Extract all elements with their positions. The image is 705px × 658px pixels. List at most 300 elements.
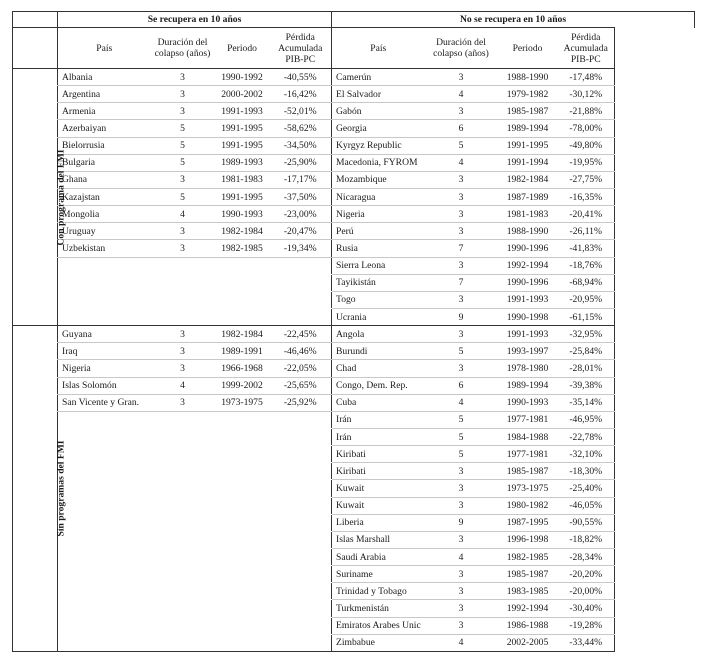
table-row — [13, 154, 695, 171]
left-country-cell: Bielorrusia — [58, 137, 151, 154]
left-duration-cell: 5 — [151, 137, 215, 154]
empty-cell — [270, 531, 332, 548]
right-duration-cell: 3 — [425, 326, 498, 343]
empty-cell — [58, 634, 151, 651]
table-row — [13, 428, 695, 445]
left-loss-cell: -34,50% — [270, 137, 332, 154]
left-period-cell: 1982-1984 — [215, 326, 270, 343]
group-header-row — [13, 12, 695, 28]
left-duration-cell: 3 — [151, 103, 215, 120]
empty-cell — [270, 634, 332, 651]
table-row — [13, 257, 695, 274]
empty-cell — [215, 428, 270, 445]
right-period-cell: 1986-1988 — [498, 617, 558, 634]
right-period-cell: 1991-1993 — [498, 326, 558, 343]
empty-cell — [215, 291, 270, 308]
table-body — [13, 69, 695, 652]
right-period-cell: 1996-1998 — [498, 531, 558, 548]
left-duration-cell: 5 — [151, 120, 215, 137]
group-recovers-header: Se recupera en 10 años — [58, 12, 332, 28]
left-country-cell: Uzbekistan — [58, 240, 151, 257]
empty-cell — [215, 257, 270, 274]
right-loss-cell: -68,94% — [558, 274, 615, 291]
table-row — [13, 69, 695, 86]
right-country-cell: Nicaragua — [332, 188, 425, 205]
right-loss-cell: -41,83% — [558, 240, 615, 257]
table-row — [13, 120, 695, 137]
empty-cell — [215, 617, 270, 634]
right-duration-cell: 3 — [425, 360, 498, 377]
empty-cell — [58, 291, 151, 308]
right-loss-cell: -32,95% — [558, 326, 615, 343]
empty-cell — [215, 308, 270, 325]
right-period-cell: 1993-1997 — [498, 343, 558, 360]
left-country-cell: Albania — [58, 69, 151, 86]
corner-cell — [13, 28, 58, 69]
empty-cell — [151, 514, 215, 531]
left-duration-cell: 3 — [151, 240, 215, 257]
table-row — [13, 548, 695, 565]
right-country-cell: Camerún — [332, 69, 425, 86]
left-period-cell: 1982-1985 — [215, 240, 270, 257]
right-country-cell: Congo, Dem. Rep. — [332, 377, 425, 394]
empty-cell — [58, 617, 151, 634]
left-duration-cell: 4 — [151, 377, 215, 394]
right-duration-cell: 3 — [425, 223, 498, 240]
right-duration-cell: 7 — [425, 274, 498, 291]
table-row — [13, 480, 695, 497]
table-row — [13, 446, 695, 463]
right-duration-cell: 3 — [425, 188, 498, 205]
table-row — [13, 634, 695, 651]
right-period-cell: 1983-1985 — [498, 583, 558, 600]
right-loss-cell: -28,34% — [558, 548, 615, 565]
right-duration-cell: 3 — [425, 206, 498, 223]
empty-cell — [215, 463, 270, 480]
empty-cell — [215, 497, 270, 514]
empty-cell — [215, 600, 270, 617]
right-country-cell: El Salvador — [332, 86, 425, 103]
right-duration-cell: 4 — [425, 394, 498, 411]
empty-cell — [151, 463, 215, 480]
right-loss-cell: -25,84% — [558, 343, 615, 360]
right-duration-cell: 4 — [425, 634, 498, 651]
left-loss-cell: -22,05% — [270, 360, 332, 377]
right-duration-cell: 4 — [425, 86, 498, 103]
right-period-cell: 1991-1993 — [498, 291, 558, 308]
left-country-cell: Kazajstan — [58, 188, 151, 205]
left-duration-cell: 3 — [151, 343, 215, 360]
empty-cell — [58, 600, 151, 617]
right-country-cell: Burundi — [332, 343, 425, 360]
left-loss-cell: -25,90% — [270, 154, 332, 171]
right-country-cell: Togo — [332, 291, 425, 308]
empty-cell — [270, 257, 332, 274]
col-duration-header — [425, 28, 498, 69]
empty-cell — [270, 428, 332, 445]
right-country-cell: Trinidad y Tobago — [332, 583, 425, 600]
left-duration-cell: 3 — [151, 394, 215, 411]
empty-cell — [151, 274, 215, 291]
right-loss-cell: -30,40% — [558, 600, 615, 617]
table-row — [13, 514, 695, 531]
left-country-cell: Mongolia — [58, 206, 151, 223]
right-loss-cell: -20,20% — [558, 566, 615, 583]
left-period-cell: 1989-1993 — [215, 154, 270, 171]
left-loss-cell: -20,47% — [270, 223, 332, 240]
group-not-recover-header: No se recupera en 10 años — [332, 12, 695, 28]
right-loss-cell: -26,11% — [558, 223, 615, 240]
right-period-cell: 1988-1990 — [498, 69, 558, 86]
right-country-cell: Tayikistán — [332, 274, 425, 291]
right-period-cell: 1980-1982 — [498, 497, 558, 514]
empty-cell — [215, 634, 270, 651]
left-duration-cell: 5 — [151, 154, 215, 171]
right-loss-cell: -17,48% — [558, 69, 615, 86]
left-country-cell: Uruguay — [58, 223, 151, 240]
col-loss-label: Pérdida Acumulada PIB-PC — [278, 31, 323, 65]
right-period-cell: 1985-1987 — [498, 103, 558, 120]
collapse-table-figure — [12, 11, 694, 652]
left-loss-cell: -22,45% — [270, 326, 332, 343]
empty-cell — [215, 566, 270, 583]
right-country-cell: Chad — [332, 360, 425, 377]
right-duration-cell: 3 — [425, 497, 498, 514]
empty-cell — [151, 257, 215, 274]
right-loss-cell: -27,75% — [558, 171, 615, 188]
right-country-cell: Turkmenistán — [332, 600, 425, 617]
column-header-row — [13, 28, 695, 69]
right-duration-cell: 5 — [425, 446, 498, 463]
left-duration-cell: 3 — [151, 69, 215, 86]
right-period-cell: 1990-1993 — [498, 394, 558, 411]
left-country-cell: San Vicente y Gran. — [58, 394, 151, 411]
left-country-cell: Armenia — [58, 103, 151, 120]
right-period-cell: 1991-1995 — [498, 137, 558, 154]
right-period-cell: 1990-1996 — [498, 274, 558, 291]
right-period-cell: 1977-1981 — [498, 446, 558, 463]
col-loss-header — [270, 28, 332, 69]
right-duration-cell: 3 — [425, 566, 498, 583]
empty-cell — [151, 583, 215, 600]
right-loss-cell: -20,95% — [558, 291, 615, 308]
right-duration-cell: 6 — [425, 377, 498, 394]
col-country-header: País — [332, 28, 425, 69]
empty-cell — [151, 411, 215, 428]
empty-cell — [270, 274, 332, 291]
right-loss-cell: -28,01% — [558, 360, 615, 377]
empty-cell — [58, 566, 151, 583]
table-row — [13, 617, 695, 634]
left-loss-cell: -17,17% — [270, 171, 332, 188]
empty-cell — [58, 428, 151, 445]
right-period-cell: 1992-1994 — [498, 600, 558, 617]
right-country-cell: Cuba — [332, 394, 425, 411]
table-row — [13, 360, 695, 377]
right-loss-cell: -19,28% — [558, 617, 615, 634]
empty-cell — [151, 566, 215, 583]
table-row — [13, 103, 695, 120]
left-loss-cell: -25,65% — [270, 377, 332, 394]
left-loss-cell: -23,00% — [270, 206, 332, 223]
empty-cell — [215, 480, 270, 497]
right-duration-cell: 5 — [425, 137, 498, 154]
table-row — [13, 206, 695, 223]
right-period-cell: 1977-1981 — [498, 411, 558, 428]
right-loss-cell: -20,41% — [558, 206, 615, 223]
left-duration-cell: 4 — [151, 206, 215, 223]
left-duration-cell: 3 — [151, 171, 215, 188]
empty-cell — [270, 463, 332, 480]
right-country-cell: Kiribati — [332, 446, 425, 463]
empty-cell — [151, 531, 215, 548]
empty-cell — [270, 308, 332, 325]
right-country-cell: Suriname — [332, 566, 425, 583]
right-loss-cell: -22,78% — [558, 428, 615, 445]
right-duration-cell: 3 — [425, 103, 498, 120]
left-period-cell: 1981-1983 — [215, 171, 270, 188]
right-loss-cell: -21,88% — [558, 103, 615, 120]
right-country-cell: Rusia — [332, 240, 425, 257]
table-row — [13, 566, 695, 583]
left-period-cell: 1999-2002 — [215, 377, 270, 394]
empty-cell — [270, 446, 332, 463]
empty-cell — [270, 566, 332, 583]
right-country-cell: Perú — [332, 223, 425, 240]
empty-cell — [215, 411, 270, 428]
empty-cell — [58, 583, 151, 600]
empty-cell — [215, 274, 270, 291]
col-period-header: Periodo — [498, 28, 558, 69]
table-row — [13, 600, 695, 617]
left-duration-cell: 3 — [151, 223, 215, 240]
right-country-cell: Kuwait — [332, 480, 425, 497]
right-duration-cell: 3 — [425, 480, 498, 497]
table-row — [13, 86, 695, 103]
section-label-cell — [13, 326, 67, 652]
empty-cell — [270, 514, 332, 531]
left-duration-cell: 3 — [151, 86, 215, 103]
right-duration-cell: 4 — [425, 154, 498, 171]
col-country-header: País — [58, 28, 151, 69]
right-duration-cell: 9 — [425, 514, 498, 531]
left-loss-cell: -58,62% — [270, 120, 332, 137]
right-duration-cell: 3 — [425, 617, 498, 634]
table-row — [13, 326, 695, 343]
section-label: Sin programas del FMI — [55, 440, 67, 537]
table-row — [13, 497, 695, 514]
table-row — [13, 411, 695, 428]
left-country-cell: Guyana — [58, 326, 151, 343]
right-duration-cell: 3 — [425, 531, 498, 548]
empty-cell — [270, 291, 332, 308]
right-duration-cell: 3 — [425, 257, 498, 274]
right-loss-cell: -46,95% — [558, 411, 615, 428]
table-row — [13, 394, 695, 411]
left-country-cell: Nigeria — [58, 360, 151, 377]
left-period-cell: 1973-1975 — [215, 394, 270, 411]
right-loss-cell: -19,95% — [558, 154, 615, 171]
table-row — [13, 377, 695, 394]
table-row — [13, 583, 695, 600]
left-period-cell: 1991-1995 — [215, 188, 270, 205]
empty-cell — [151, 497, 215, 514]
empty-cell — [58, 548, 151, 565]
left-loss-cell: -37,50% — [270, 188, 332, 205]
right-duration-cell: 5 — [425, 411, 498, 428]
empty-cell — [151, 428, 215, 445]
collapse-table — [12, 11, 695, 652]
right-loss-cell: -16,35% — [558, 188, 615, 205]
right-country-cell: Islas Marshall — [332, 531, 425, 548]
right-period-cell: 1978-1980 — [498, 360, 558, 377]
empty-cell — [58, 480, 151, 497]
right-duration-cell: 5 — [425, 428, 498, 445]
empty-cell — [270, 497, 332, 514]
empty-cell — [270, 548, 332, 565]
right-period-cell: 1982-1985 — [498, 548, 558, 565]
table-row — [13, 240, 695, 257]
right-loss-cell: -18,30% — [558, 463, 615, 480]
empty-cell — [151, 634, 215, 651]
right-duration-cell: 3 — [425, 463, 498, 480]
empty-cell — [270, 411, 332, 428]
empty-cell — [58, 257, 151, 274]
right-country-cell: Kuwait — [332, 497, 425, 514]
empty-cell — [270, 617, 332, 634]
right-loss-cell: -35,14% — [558, 394, 615, 411]
right-country-cell: Irán — [332, 428, 425, 445]
left-country-cell: Ghana — [58, 171, 151, 188]
right-loss-cell: -61,15% — [558, 308, 615, 325]
left-period-cell: 2000-2002 — [215, 86, 270, 103]
right-loss-cell: -18,82% — [558, 531, 615, 548]
left-duration-cell: 3 — [151, 326, 215, 343]
right-loss-cell: -49,80% — [558, 137, 615, 154]
left-period-cell: 1990-1992 — [215, 69, 270, 86]
right-period-cell: 1987-1989 — [498, 188, 558, 205]
left-period-cell: 1989-1991 — [215, 343, 270, 360]
empty-cell — [151, 617, 215, 634]
left-country-cell: Islas Solomón — [58, 377, 151, 394]
col-duration-label: Duración del colapso (años) — [433, 37, 489, 59]
empty-cell — [58, 531, 151, 548]
right-period-cell: 1973-1975 — [498, 480, 558, 497]
right-period-cell: 1989-1994 — [498, 377, 558, 394]
empty-cell — [151, 308, 215, 325]
section-label-cell — [13, 69, 67, 326]
right-loss-cell: -78,00% — [558, 120, 615, 137]
right-duration-cell: 3 — [425, 583, 498, 600]
right-country-cell: Zimbabue — [332, 634, 425, 651]
left-duration-cell: 5 — [151, 188, 215, 205]
left-loss-cell: -19,34% — [270, 240, 332, 257]
right-period-cell: 1991-1994 — [498, 154, 558, 171]
left-period-cell: 1966-1968 — [215, 360, 270, 377]
left-loss-cell: -40,55% — [270, 69, 332, 86]
right-period-cell: 1981-1983 — [498, 206, 558, 223]
right-duration-cell: 6 — [425, 120, 498, 137]
col-period-header: Periodo — [215, 28, 270, 69]
right-country-cell: Ucrania — [332, 308, 425, 325]
right-period-cell: 1988-1990 — [498, 223, 558, 240]
table-row — [13, 291, 695, 308]
right-country-cell: Irán — [332, 411, 425, 428]
section-label: Con programa del FMI — [55, 149, 67, 246]
empty-cell — [58, 274, 151, 291]
right-duration-cell: 3 — [425, 69, 498, 86]
left-period-cell: 1991-1993 — [215, 103, 270, 120]
left-period-cell: 1991-1995 — [215, 120, 270, 137]
right-loss-cell: -90,55% — [558, 514, 615, 531]
col-loss-header — [558, 28, 615, 69]
left-country-cell: Bulgaria — [58, 154, 151, 171]
left-period-cell: 1982-1984 — [215, 223, 270, 240]
right-period-cell: 1984-1988 — [498, 428, 558, 445]
empty-cell — [58, 411, 151, 428]
right-loss-cell: -18,76% — [558, 257, 615, 274]
right-country-cell: Georgia — [332, 120, 425, 137]
right-duration-cell: 5 — [425, 343, 498, 360]
left-loss-cell: -52,01% — [270, 103, 332, 120]
right-period-cell: 1979-1982 — [498, 86, 558, 103]
table-row — [13, 274, 695, 291]
right-loss-cell: -32,10% — [558, 446, 615, 463]
left-loss-cell: -16,42% — [270, 86, 332, 103]
table-row — [13, 343, 695, 360]
table-row — [13, 171, 695, 188]
right-country-cell: Mozambique — [332, 171, 425, 188]
table-row — [13, 223, 695, 240]
empty-cell — [151, 291, 215, 308]
corner-cell — [13, 12, 58, 28]
col-duration-header — [151, 28, 215, 69]
left-loss-cell: -25,92% — [270, 394, 332, 411]
right-loss-cell: -46,05% — [558, 497, 615, 514]
right-duration-cell: 7 — [425, 240, 498, 257]
right-period-cell: 1985-1987 — [498, 463, 558, 480]
right-duration-cell: 4 — [425, 548, 498, 565]
empty-cell — [58, 497, 151, 514]
empty-cell — [58, 308, 151, 325]
empty-cell — [58, 446, 151, 463]
left-country-cell: Argentina — [58, 86, 151, 103]
left-country-cell: Iraq — [58, 343, 151, 360]
right-duration-cell: 3 — [425, 291, 498, 308]
table-row — [13, 531, 695, 548]
left-country-cell: Azerbaiyan — [58, 120, 151, 137]
right-duration-cell: 9 — [425, 308, 498, 325]
right-country-cell: Sierra Leona — [332, 257, 425, 274]
right-period-cell: 1987-1995 — [498, 514, 558, 531]
empty-cell — [151, 480, 215, 497]
empty-cell — [215, 548, 270, 565]
left-duration-cell: 3 — [151, 360, 215, 377]
empty-cell — [151, 446, 215, 463]
right-country-cell: Kyrgyz Republic — [332, 137, 425, 154]
right-loss-cell: -20,00% — [558, 583, 615, 600]
right-country-cell: Nigeria — [332, 206, 425, 223]
left-period-cell: 1991-1995 — [215, 137, 270, 154]
right-country-cell: Kiribati — [332, 463, 425, 480]
empty-cell — [151, 548, 215, 565]
left-loss-cell: -46,46% — [270, 343, 332, 360]
right-loss-cell: -30,12% — [558, 86, 615, 103]
table-row — [13, 137, 695, 154]
empty-cell — [215, 446, 270, 463]
empty-cell — [215, 531, 270, 548]
empty-cell — [270, 583, 332, 600]
